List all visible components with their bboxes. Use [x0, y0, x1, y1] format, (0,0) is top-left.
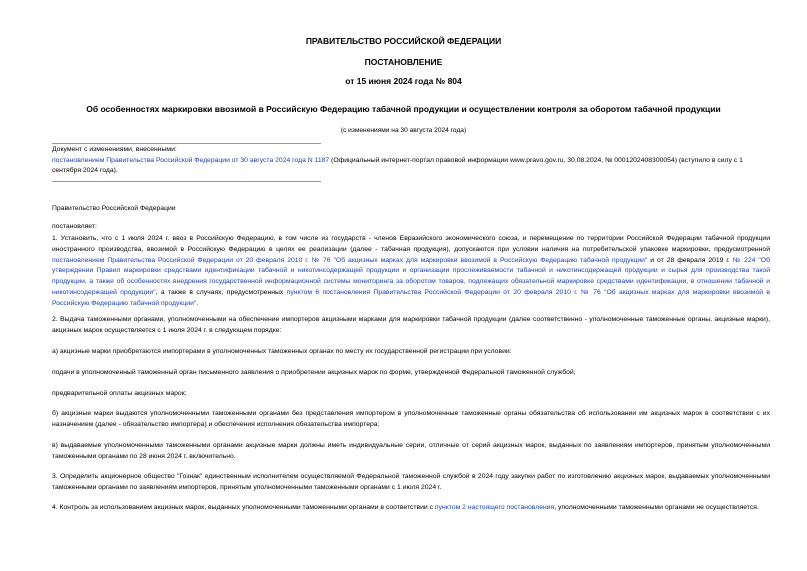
clause-1-end: . — [196, 299, 199, 307]
issuer-line: Правительство Российской Федерации — [52, 205, 176, 212]
decrees-line: постановляет: — [52, 223, 97, 230]
clause-2b: б) акцизные марки выдаются уполномоченными таможенными органами без представления импортером в уполномоченные таможенные органы обязательства об использовании им акцизных марок в соответствии с их назначением (далее - обязательство импортера) и обеспечения исполнения обязательства импортера; — [52, 410, 770, 428]
bottom-divider — [52, 181, 321, 182]
clause-1-text: 1. Установить, что с 1 июля 2024 г. ввоз в Российскую Федерацию, в том числе из государств - членов Евразийского экономического союза, и перемещение по территории Российской Федерации табачной продукции иностранного производства, ввозимой в Российскую Федерацию в целях ее реализации (далее - табачная продукция), допускаются при условии наличия на потребительской упаковке маркировки, предусмотренной — [52, 235, 770, 253]
document-date-number: от 15 июня 2024 года № 804 — [345, 76, 462, 86]
decree-224-link[interactable]: № 224 "Об утверждении Правил маркировки средствами идентификации табачной и никотинсодержащей продукции и организации прослеживаемости табачной и никотинсодержащей продукции и сырья для производства такой продукции, а также об особенностях внедрения государственной информационной системы мониторинга за оборотом товаров, подлежащих обязательной маркировке средствами идентификации, в отношении табачной и никотинсодержащей продукции" — [52, 256, 770, 296]
clause-2-reference-link[interactable]: пунктом 2 настоящего постановления — [434, 504, 555, 511]
document-type: ПОСТАНОВЛЕНИЕ — [364, 57, 443, 67]
clause-4-end: , уполномоченными таможенными органами не осуществляется. — [554, 504, 759, 511]
amendments-intro: Документ с изменениями, внесенными: — [52, 146, 177, 153]
document-title: Об особенностях маркировки ввозимой в Российскую Федерацию табачной продукции и осуществлении контроля за оборотом табачной продукции — [86, 104, 721, 114]
edition-note: (с изменениями на 30 августа 2024 года) — [340, 127, 467, 134]
clause-2: 2. Выдача таможенными органами, уполномоченными на обеспечение импортеров акцизными марками для маркировки табачной продукции (далее соответственно - уполномоченные таможенные органы, акцизные марки), акцизных марок осуществляется с 1 июля 2024 г. в следующем порядке: — [52, 316, 770, 334]
clause-2a-item-2: предварительной оплаты акцизных марок; — [52, 390, 187, 397]
clause-3: 3. Определить акционерное общество "Гознак" единственным исполнителем осуществляемой Федеральной таможенной службой в 2024 году закупки работ по изготовлению акцизных марок, выдаваемых уполномоченными таможенными органами по заявлениям импортеров, принятым уполномоченными таможенными органами с 1 июля 2024 г. — [52, 473, 770, 491]
amendment-details: (Официальный интернет-портал правовой информации www.pravo.gov.ru, 30.08.2024, № 0001202408300054) (вступило в силу с 1 сентября 2024 года). — [52, 156, 743, 174]
clause-4-text: 4. Контроль за использованием акцизных марок, выданных уполномоченными таможенными органами в соответствии с — [52, 504, 435, 511]
clause-2a: а) акцизные марки приобретаются импортерами в уполномоченных таможенных органах по месту их государственной регистрации при условии: — [52, 348, 512, 355]
amendments-block — [52, 145, 770, 177]
decree-76-point6-link[interactable]: пунктом 6 постановления Правительства Российской Федерации от 20 февраля 2010 г. № 76 "Об акцизных марках для маркировки ввозимой в Российскую Федерацию табачной продукции" — [52, 288, 770, 307]
clause-2c: в) выдаваемые уполномоченными таможенными органами акцизные марки должны иметь индивидуальные серии, отличные от серий акцизных марок, выданных по заявлениям импортеров, принятым уполномоченными таможенными органами по 28 июня 2024 г. включительно. — [52, 442, 770, 460]
amendment-link[interactable]: постановлением Правительства Российской Федерации от 30 августа 2024 года N 1187 — [52, 156, 330, 164]
clause-2a-item-1: подачи в уполномоченный таможенный орган письменного заявления о приобретении акцизных марок по форме, утвержденной Федеральной таможенной службой; — [52, 369, 576, 376]
clause-4 — [52, 503, 770, 514]
top-divider — [52, 143, 321, 144]
decree-76-link[interactable]: постановлением Правительства Российской Федерации от 20 февраля 2010 г. № 76 "Об акцизных марках для маркировки ввозимой в Российскую Федерацию табачной продукции" — [52, 256, 648, 264]
clause-1-text-3: , а также в случаях, предусмотренных — [155, 288, 287, 296]
clause-1-text-2: и от 28 февраля 2019 г. — [647, 256, 733, 264]
government-heading: ПРАВИТЕЛЬСТВО РОССИЙСКОЙ ФЕДЕРАЦИИ — [305, 36, 502, 46]
clause-1 — [52, 234, 770, 310]
